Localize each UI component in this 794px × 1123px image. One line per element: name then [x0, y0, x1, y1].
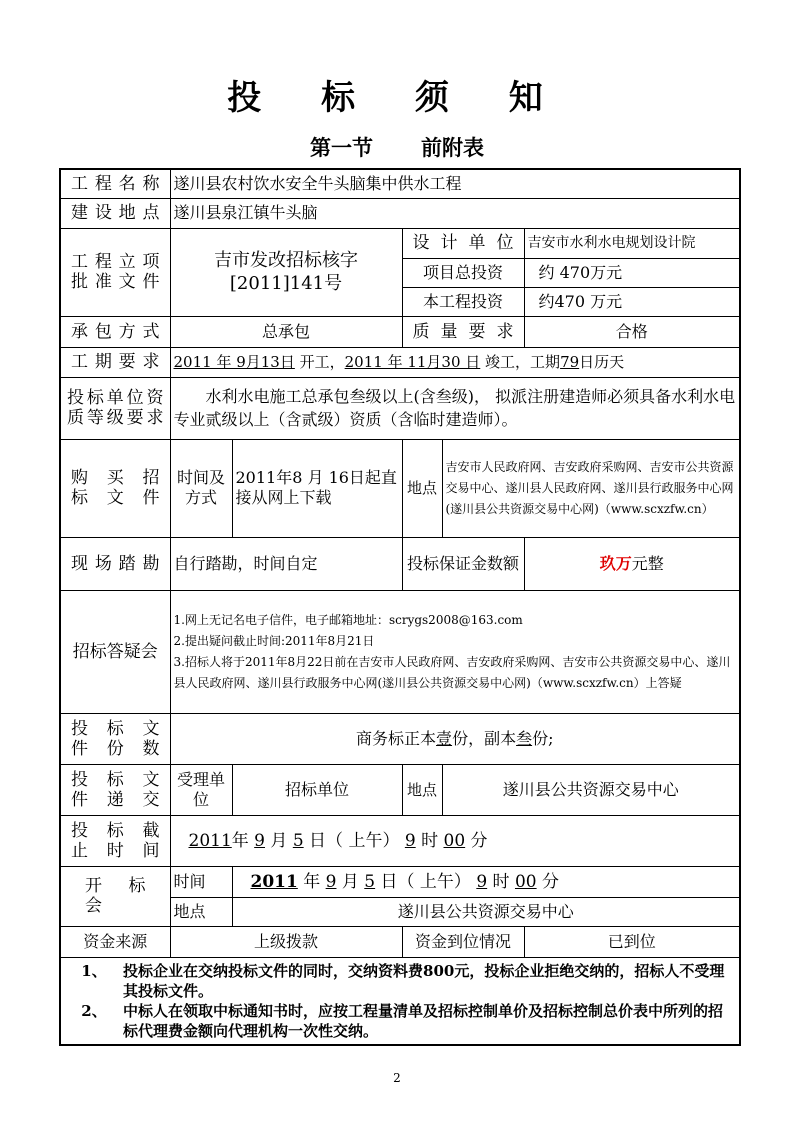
- period-days-suffix: 日历天: [579, 353, 625, 371]
- appendix-table: [59, 168, 741, 1046]
- deposit-value: [524, 537, 740, 590]
- deadline-hour: 9: [404, 830, 416, 851]
- copies-label: [60, 713, 170, 764]
- funding-status-label: 资金到位情况: [402, 926, 524, 957]
- note-1-text: 投标企业在交纳投标文件的同时，交纳资料费800元，投标企业拒绝交纳的，招标人不受理其投标文件。: [123, 961, 725, 1000]
- page-number: 2: [393, 1071, 401, 1085]
- opening-year: 2011: [250, 871, 298, 892]
- quality-label: 质量要求: [402, 316, 524, 347]
- deadline-day: 5: [292, 830, 304, 851]
- copies-label-1: 投 标 文: [71, 718, 160, 739]
- row-purchase: [60, 439, 740, 537]
- quality-value: 合格: [524, 316, 740, 347]
- row-copies: [60, 713, 740, 764]
- location-value: 遂川县泉江镇牛头脑: [170, 198, 740, 228]
- submit-label-1: 投 标 文: [71, 769, 160, 790]
- qa-item-2: 2.提出疑问截止时间:2011年8月21日: [173, 633, 375, 648]
- row-funding: [60, 926, 740, 957]
- note-2-number: 2、: [81, 1001, 107, 1020]
- submit-label: [60, 764, 170, 815]
- location-label: 建设地点: [60, 198, 170, 228]
- period-days: 79: [560, 353, 580, 371]
- approval-doc-line1: 吉市发改招标核字: [214, 250, 358, 271]
- submit-recv-value: 招标单位: [232, 764, 402, 815]
- row-project-name: [60, 169, 740, 198]
- submit-place-value: 遂川县公共资源交易中心: [442, 764, 740, 815]
- approval-label-2: 批准文件: [71, 272, 160, 292]
- section-number: 第一节: [310, 135, 373, 160]
- qualification-label-1: 投标单位资: [67, 388, 164, 408]
- submit-place-label: 地点: [402, 764, 442, 815]
- qualification-value: 水利水电施工总承包叁级以上(含叁级)， 拟派注册建造师必须具备水利水电专业贰级以上（含贰级）资质（含临时建造师）。: [170, 377, 740, 439]
- opening-day: 5: [364, 871, 376, 892]
- total-invest-label: 项目总投资: [402, 258, 524, 287]
- period-label: 工期要求: [60, 347, 170, 377]
- this-invest-value: 约470 万元: [524, 287, 740, 316]
- deadline-minute: 00: [443, 830, 466, 851]
- row-location: [60, 198, 740, 228]
- purchase-time-label: 时间及方式: [170, 439, 232, 537]
- period-end-suffix: 竣工，工期: [480, 353, 561, 371]
- purchase-label-1: 购 买 招: [71, 468, 160, 488]
- copies-copy: 叁: [516, 728, 533, 748]
- row-contract: [60, 316, 740, 347]
- deadline-value: 2011年 9 月 5 日（ 上午） 9 时 00 分: [170, 815, 740, 866]
- purchase-label-2: 标 文 件: [71, 488, 160, 508]
- deadline-label-1: 投 标 截: [71, 820, 160, 841]
- notes-cell: [60, 957, 740, 1045]
- deadline-year: 2011: [188, 830, 232, 851]
- qualification-label-2: 质等级要求: [67, 408, 164, 428]
- purchase-label: [60, 439, 170, 537]
- survey-label: 现场踏勘: [60, 537, 170, 590]
- row-opening-time: [60, 866, 740, 897]
- opening-minute: 00: [514, 871, 537, 892]
- purchase-place-value: 吉安市人民政府网、吉安政府采购网、吉安市公共资源交易中心、遂川县人民政府网、遂川县行政服务中心网(遂川县公共资源交易中心网)（www.scxzfw.cn）: [442, 439, 740, 537]
- opening-time-value: 2011 年 9 月 5 日（ 上午） 9 时 00 分: [232, 866, 740, 897]
- row-period: [60, 347, 740, 377]
- opening-hour: 9: [476, 871, 488, 892]
- document-title: 投 标 须 知: [227, 78, 567, 118]
- opening-place-label: 地点: [170, 897, 232, 926]
- deadline-label-2: 止 时 间: [71, 840, 160, 861]
- funding-label: 资金来源: [60, 926, 170, 957]
- purchase-time-value: 2011年8 月 16日起直接从网上下载: [232, 439, 402, 537]
- funding-status-value: 已到位: [524, 926, 740, 957]
- copies-label-2: 件 份 数: [71, 738, 160, 759]
- submit-recv-label: 受理单位: [170, 764, 232, 815]
- contract-value: 总承包: [170, 316, 402, 347]
- deadline-label: [60, 815, 170, 866]
- row-qa: [60, 590, 740, 713]
- row-submit: [60, 764, 740, 815]
- approval-doc: [170, 228, 402, 316]
- qa-item-1: 1.网上无记名电子信件，电子邮箱地址：scrygs2008@163.com: [173, 612, 523, 627]
- deposit-amount: 玖万: [599, 553, 632, 573]
- copies-prefix: 商务标正本: [356, 728, 437, 748]
- design-unit-label: 设计单位: [402, 228, 524, 258]
- project-name-label: 工程名称: [60, 169, 170, 198]
- contract-label: 承包方式: [60, 316, 170, 347]
- section-name: 前附表: [421, 135, 484, 160]
- copies-suffix: 份;: [532, 728, 554, 748]
- row-approval: [60, 228, 740, 258]
- row-deadline: [60, 815, 740, 866]
- opening-label: 开 标 会: [60, 866, 170, 926]
- qa-label: 招标答疑会: [60, 590, 170, 713]
- period-start: 2011 年 9月13日: [173, 353, 295, 371]
- deposit-label: 投标保证金数额: [402, 537, 524, 590]
- opening-place-value: 遂川县公共资源交易中心: [232, 897, 740, 926]
- copies-value: [170, 713, 740, 764]
- approval-label-1: 工程立项: [71, 252, 160, 272]
- deposit-suffix: 元整: [631, 553, 664, 573]
- funding-value: 上级拨款: [170, 926, 402, 957]
- period-value: [170, 347, 740, 377]
- row-qualification: [60, 377, 740, 439]
- copies-mid: 份，副本: [452, 728, 517, 748]
- opening-month: 9: [325, 871, 337, 892]
- opening-time-label: 时间: [170, 866, 232, 897]
- copies-original: 壹: [436, 728, 453, 748]
- submit-label-2: 件 递 交: [71, 789, 160, 810]
- note-1-number: 1、: [81, 961, 107, 980]
- total-invest-value: 约 470万元: [524, 258, 740, 287]
- approval-label: [60, 228, 170, 316]
- purchase-place-label: 地点: [402, 439, 442, 537]
- row-survey: [60, 537, 740, 590]
- note-1: [65, 961, 735, 1001]
- period-start-suffix: 开工，: [294, 353, 345, 371]
- deadline-ampm: 上午: [348, 830, 383, 851]
- design-unit-value: 吉安市水利水电规划设计院: [524, 228, 740, 258]
- project-name-value: 遂川县农村饮水安全牛头脑集中供水工程: [170, 169, 740, 198]
- approval-doc-line2: [2011]141号: [229, 273, 343, 294]
- this-invest-label: 本工程投资: [402, 287, 524, 316]
- qualification-label: [60, 377, 170, 439]
- note-2: [65, 1001, 735, 1041]
- qa-item-3: 3.招标人将于2011年8月22日前在吉安市人民政府网、吉安政府采购网、吉安市公共资源交易中心、遂川县人民政府网、遂川县行政服务中心网(遂川县公共资源交易中心网)（www.scxzfw.cn）上答疑: [173, 654, 731, 690]
- opening-ampm: 上午: [419, 871, 454, 892]
- qa-value: [170, 590, 740, 713]
- period-end: 2011 年 11月30 日: [344, 353, 481, 371]
- deadline-month: 9: [254, 830, 265, 851]
- note-2-text: 中标人在领取中标通知书时，应按工程量清单及招标控制单价及招标控制总价表中所列的招标代理费金额向代理机构一次性交纳。: [123, 1001, 724, 1040]
- survey-value: 自行踏勘，时间自定: [170, 537, 402, 590]
- row-notes: [60, 957, 740, 1045]
- section-heading: [0, 132, 794, 162]
